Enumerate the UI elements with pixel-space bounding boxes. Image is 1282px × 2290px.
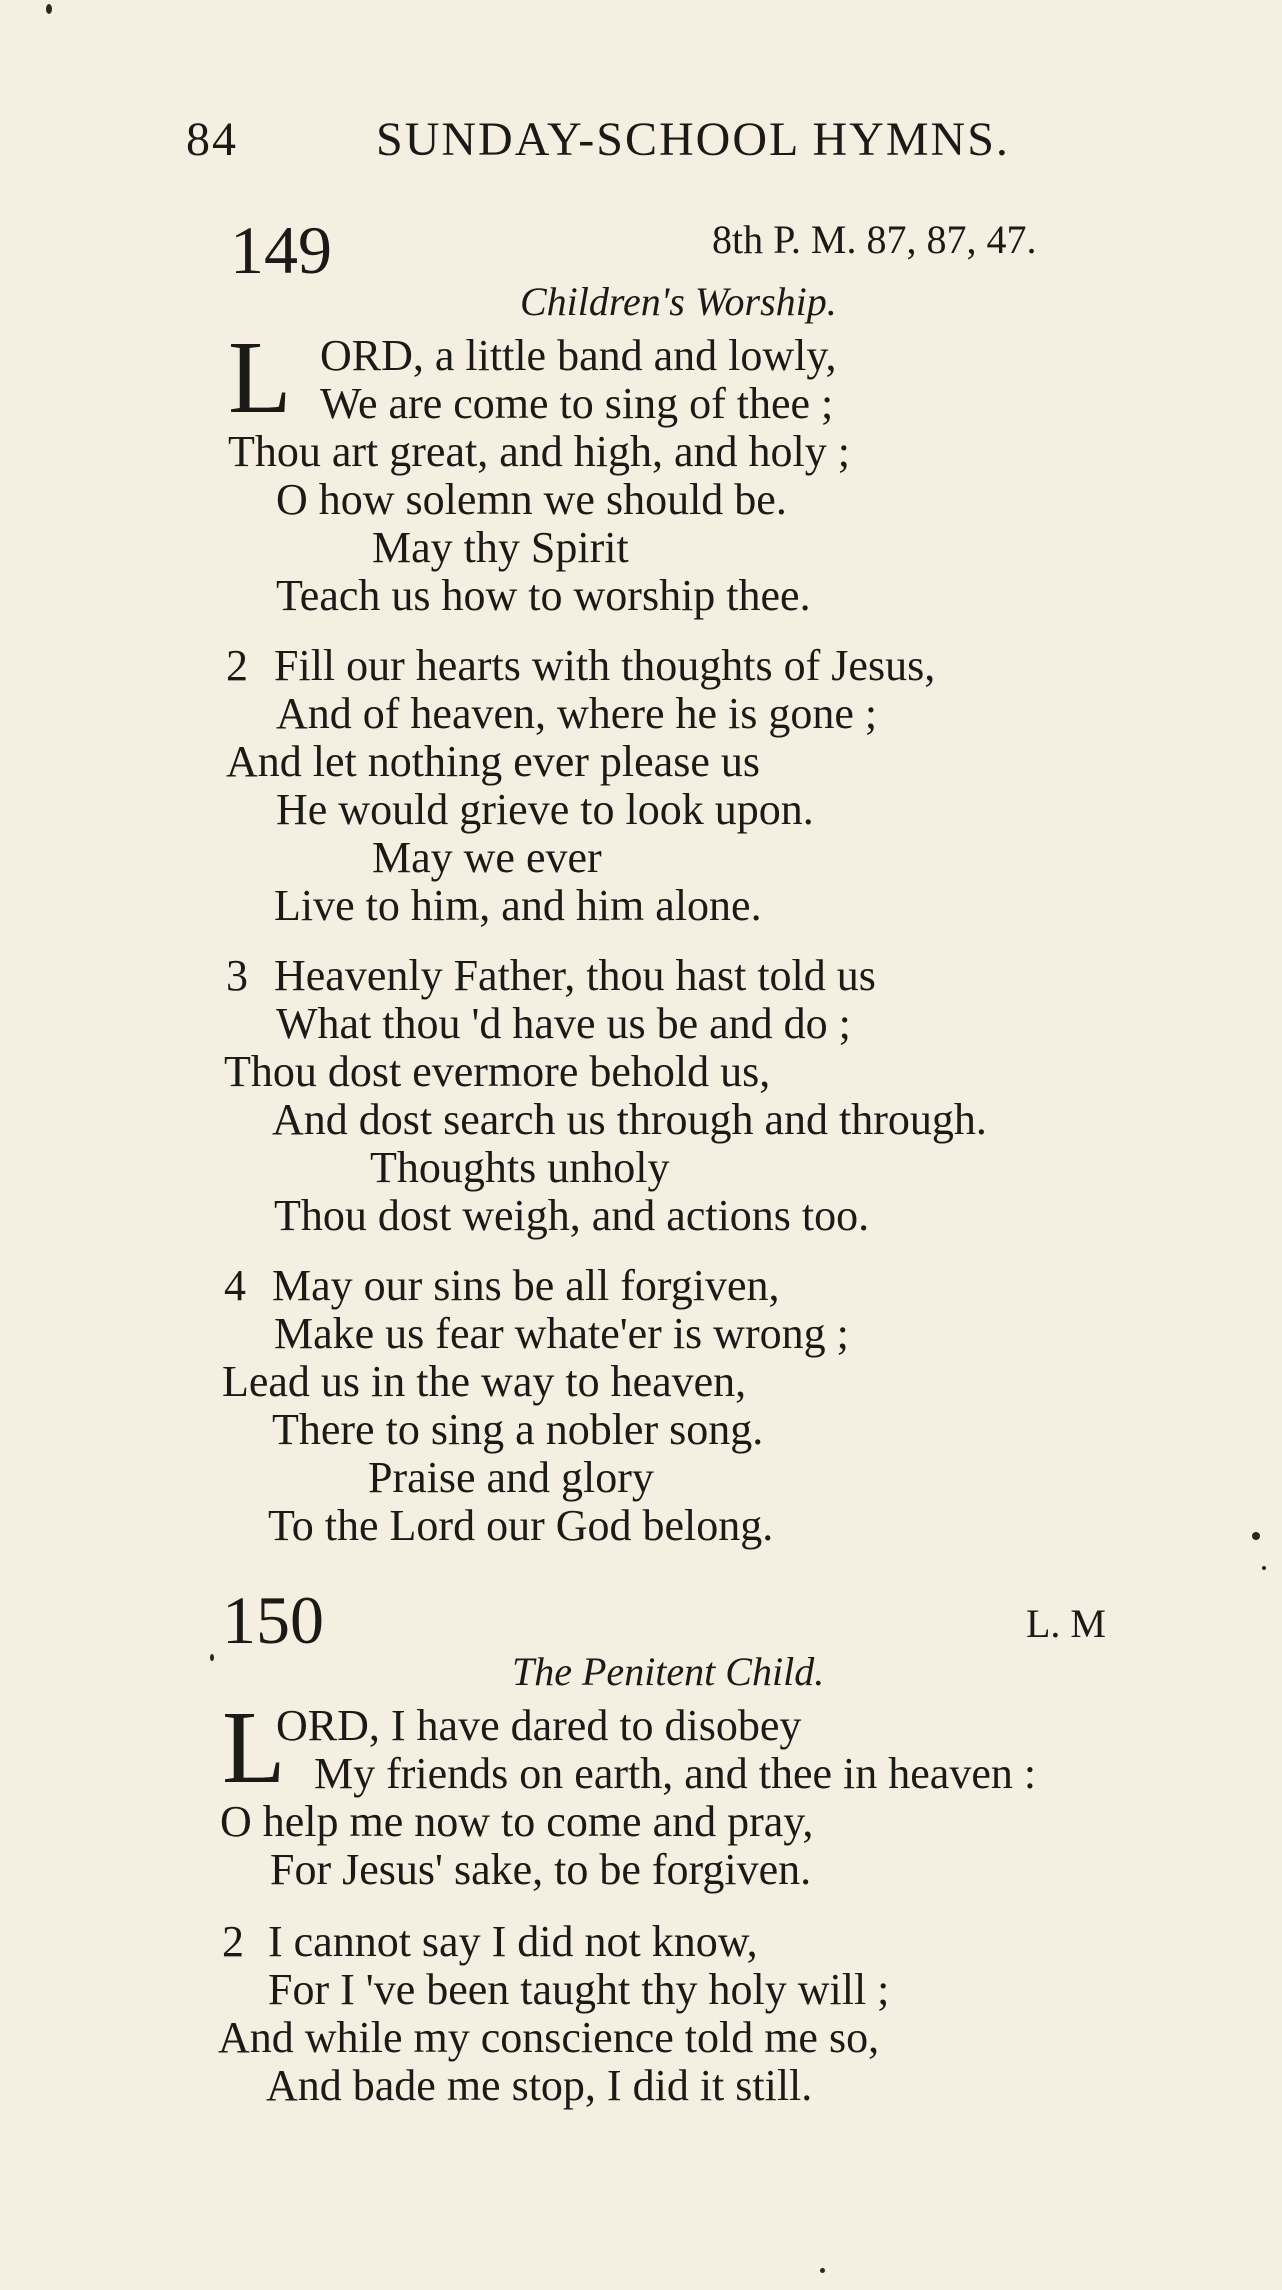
verse-line: ORD, a little band and lowly, [320, 331, 837, 380]
verse-line: Live to him, and him alone. [274, 881, 762, 930]
verse-line: Heavenly Father, thou hast told us [274, 951, 876, 1000]
verse-line: There to sing a nobler song. [272, 1405, 764, 1454]
verse-line: We are come to sing of thee ; [320, 379, 834, 428]
verse-line: For Jesus' sake, to be forgiven. [270, 1845, 812, 1894]
verse-line: O how solemn we should be. [276, 475, 787, 524]
verse-line: He would grieve to look upon. [276, 785, 814, 834]
verse-line: Thou dost weigh, and actions too. [274, 1191, 870, 1240]
verse-line: I cannot say I did not know, [268, 1917, 758, 1966]
stanza-number: 2 [222, 1917, 244, 1966]
verse-line: Lead us in the way to heaven, [222, 1357, 747, 1406]
verse-line: O help me now to come and pray, [220, 1797, 814, 1846]
stanza-number: 2 [226, 641, 248, 690]
running-title: SUNDAY-SCHOOL HYMNS. [376, 113, 1010, 166]
drop-cap: L [228, 320, 292, 435]
verse-line: For I 've been taught thy holy will ; [268, 1965, 890, 2014]
verse-line: Make us fear whate'er is wrong ; [274, 1309, 849, 1358]
stanza-number: 4 [224, 1261, 246, 1310]
ink-speck [1262, 1566, 1266, 1570]
verse-line: May thy Spirit [372, 523, 629, 572]
verse-line: Thou dost evermore behold us, [224, 1047, 771, 1096]
hymn-number: 149 [230, 212, 332, 288]
hymn-title: The Penitent Child. [512, 1649, 825, 1694]
ink-speck [46, 4, 52, 14]
verse-line: Teach us how to worship thee. [276, 571, 811, 620]
hymn-number: 150 [222, 1582, 324, 1658]
verse-line: Thoughts unholy [370, 1143, 670, 1192]
verse-line: And let nothing ever please us [226, 737, 760, 786]
verse-line: Thou art great, and high, and holy ; [228, 427, 850, 476]
verse-line: To the Lord our God belong. [268, 1501, 774, 1550]
page-number: 84 [186, 113, 238, 166]
verse-line: May we ever [372, 833, 602, 882]
verse-line: My friends on earth, and thee in heaven : [314, 1749, 1037, 1798]
hymn-title: Children's Worship. [520, 279, 837, 324]
verse-line: May our sins be all forgiven, [272, 1261, 780, 1310]
verse-line: And of heaven, where he is gone ; [276, 689, 878, 738]
verse-line: What thou 'd have us be and do ; [276, 999, 851, 1048]
ink-speck [820, 2268, 825, 2273]
hymn-meter: L. M [1026, 1601, 1106, 1646]
drop-cap: L [222, 1690, 286, 1805]
ink-speck [1252, 1532, 1260, 1540]
hymn-meter: 8th P. M. 87, 87, 47. [712, 217, 1037, 262]
stanza-number: 3 [226, 951, 248, 1000]
ink-speck [210, 1654, 214, 1661]
verse-line: And while my conscience told me so, [218, 2013, 880, 2062]
verse-line: Praise and glory [368, 1453, 654, 1502]
verse-line: And bade me stop, I did it still. [266, 2061, 813, 2110]
verse-line: ORD, I have dared to disobey [276, 1701, 802, 1750]
verse-line: And dost search us through and through. [272, 1095, 987, 1144]
verse-line: Fill our hearts with thoughts of Jesus, [274, 641, 936, 690]
